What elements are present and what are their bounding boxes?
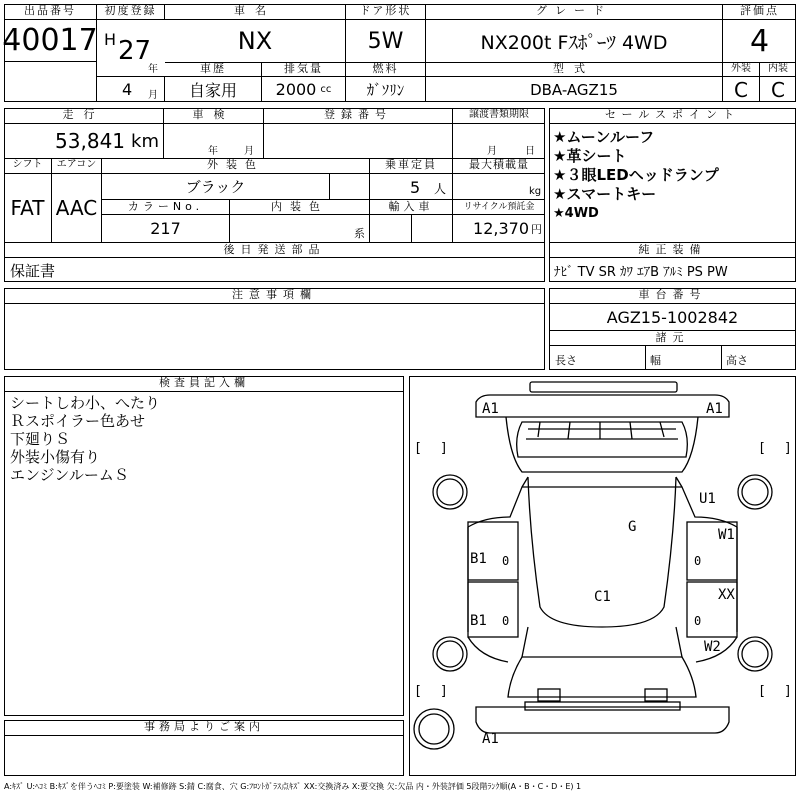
sales-point-item: ★スマートキー xyxy=(553,185,657,203)
ext-color-label: 外装色 xyxy=(102,158,370,174)
displacement: 2000 xyxy=(275,80,317,99)
shift-label: シフト xyxy=(4,158,52,174)
ac: AAC xyxy=(52,174,102,242)
svg-text:]: ] xyxy=(440,441,448,456)
inspector-note-line: 下廻りＳ xyxy=(10,430,71,448)
mark-a1-rear: A1 xyxy=(482,731,499,747)
chassis-label: 車台番号 xyxy=(549,288,796,304)
transfer-label: 譲渡書類期限 xyxy=(453,108,545,124)
notes-label: 注意事項欄 xyxy=(4,288,545,304)
capacity-label: 乗車定員 xyxy=(370,158,453,174)
capacity-unit: 人 xyxy=(434,182,447,196)
later-parts-label: 後日発送部品 xyxy=(4,242,545,258)
interior-label: 内装 xyxy=(760,62,796,77)
shift: FAT xyxy=(4,174,52,242)
color-no-label: カラーNo. xyxy=(102,200,230,215)
svg-text:[: [ xyxy=(758,441,766,456)
office-label: 事務局よりご案内 xyxy=(4,720,404,736)
int-color-label: 内装色 xyxy=(230,200,370,215)
inspector-note-line: 外装小傷有り xyxy=(10,448,101,466)
mark-w2: W2 xyxy=(704,639,721,655)
sales-point-item: ★革シート xyxy=(553,147,627,165)
sales-point-item: ★３眼LEDヘッドランプ xyxy=(553,166,719,184)
mark-g: G xyxy=(628,519,637,535)
model: DBA-AGZ15 xyxy=(426,77,723,102)
inspector-note-line: エンジンルームＳ xyxy=(10,466,129,484)
svg-text:0: 0 xyxy=(502,554,510,568)
fuel-label: 燃料 xyxy=(346,62,426,77)
later-parts: 保証書 xyxy=(10,261,56,280)
first-reg-era: H xyxy=(104,30,117,49)
load-label: 最大積載量 xyxy=(453,158,545,174)
reg-no-cell xyxy=(264,124,453,158)
transfer-month: 月 xyxy=(487,146,497,157)
import-label: 輸入車 xyxy=(370,200,453,215)
inspection-month: 月 xyxy=(244,146,254,157)
lot-no-label: 出品番号 xyxy=(4,4,97,20)
mark-a1-front-left: A1 xyxy=(482,401,499,417)
sales-point-item: ★ムーンルーフ xyxy=(553,128,655,146)
transfer-day: 日 xyxy=(525,146,535,157)
car-diagram xyxy=(409,376,796,776)
inspector-note-line: シートしわ小、へたり xyxy=(10,394,161,412)
interior-score: C xyxy=(771,77,785,102)
length-label: 長さ xyxy=(555,354,577,367)
mileage: 53,841 xyxy=(55,129,126,153)
mark-b1-upper: B1 xyxy=(470,551,487,567)
displacement-cell xyxy=(262,77,346,102)
recycle-cell xyxy=(453,215,545,242)
lot-no-blank xyxy=(4,61,97,102)
svg-text:[: [ xyxy=(414,441,422,456)
svg-text:[: [ xyxy=(414,684,422,699)
ext-color-sub xyxy=(330,174,370,200)
equipment: ﾅﾋﾞ TV SR ｶﾜ ｴｱB ｱﾙﾐ PS PW xyxy=(554,264,728,280)
exterior-score: C xyxy=(723,77,760,102)
load-unit: kg xyxy=(529,186,542,197)
import-cell-b xyxy=(412,215,453,242)
first-reg-month: 4 xyxy=(122,80,133,99)
first-reg-year-unit: 年 xyxy=(148,64,158,75)
car-name: NX xyxy=(165,20,346,62)
displacement-label: 排気量 xyxy=(262,62,346,77)
spec-label: 諸元 xyxy=(549,330,796,346)
lot-no: 40017 xyxy=(4,20,97,61)
recycle: 12,370 xyxy=(473,219,529,238)
first-reg-year: 27 xyxy=(118,36,152,66)
ext-color: ブラック xyxy=(102,174,330,200)
load-cell xyxy=(453,174,545,200)
door-label: ドア形状 xyxy=(346,4,426,20)
history-label: 車歴 xyxy=(165,62,262,77)
mark-xx: XX xyxy=(718,587,735,603)
exterior-label: 外装 xyxy=(723,62,760,77)
fuel: ｶﾞｿﾘﾝ xyxy=(346,77,426,102)
inspector-notes xyxy=(10,394,400,484)
sales-point-item: ★4WD xyxy=(553,206,599,221)
import-cell-a xyxy=(370,215,412,242)
height-label: 高さ xyxy=(726,354,748,367)
legend: A:ｷｽﾞ U:ﾍｺﾐ B:ｷｽﾞを伴うﾍｺﾐ P:要塗装 W:補修跡 S:錆 C:腐食、穴 G:ﾌﾛﾝﾄｶﾞﾗｽ点ｷｽﾞ XX:交換済み X:要交換 欠:欠品 内・外装評価 5段階ﾗﾝｸ順(A・B・C・D・E) 1 xyxy=(4,782,582,791)
reg-no-label: 登録番号 xyxy=(264,108,453,124)
svg-text:0: 0 xyxy=(694,614,702,628)
inspection-year: 年 xyxy=(208,146,218,157)
sales-points-list xyxy=(553,128,793,223)
model-label: 型式 xyxy=(426,62,723,77)
color-no: 217 xyxy=(102,215,230,242)
svg-text:]: ] xyxy=(440,684,448,699)
svg-text:0: 0 xyxy=(502,614,510,628)
svg-text:]: ] xyxy=(784,684,792,699)
length-cell xyxy=(549,346,646,370)
capacity: 5 xyxy=(410,178,421,197)
svg-text:[: [ xyxy=(758,684,766,699)
car-name-label: 車名 xyxy=(165,4,346,20)
grade: NX200t Fｽﾎﾟｰﾂ 4WD xyxy=(426,20,723,62)
first-reg-label: 初度登録 xyxy=(97,4,165,20)
mark-a1-front-right: A1 xyxy=(706,401,723,417)
inspector-label: 検査員記入欄 xyxy=(4,376,404,392)
height-cell xyxy=(722,346,796,370)
score-label: 評価点 xyxy=(723,4,796,20)
recycle-unit: 円 xyxy=(531,222,542,236)
inspection-cell xyxy=(164,124,264,158)
mark-w1: W1 xyxy=(718,527,735,543)
transfer-cell xyxy=(453,124,545,158)
grade-label: グレード xyxy=(426,4,723,20)
mark-b1-lower: B1 xyxy=(470,613,487,629)
int-color-cell xyxy=(230,215,370,242)
svg-text:]: ] xyxy=(784,441,792,456)
int-color-unit: 系 xyxy=(354,227,365,240)
first-reg-month-unit: 月 xyxy=(148,90,158,101)
svg-text:0: 0 xyxy=(694,554,702,568)
width-label: 幅 xyxy=(650,354,661,367)
inspector-note-line: Ｒスポイラー色あせ xyxy=(10,412,146,430)
capacity-cell xyxy=(370,174,453,200)
mileage-unit: km xyxy=(131,130,159,152)
history: 自家用 xyxy=(165,77,262,102)
equipment-label: 純正装備 xyxy=(549,242,796,258)
chassis-no: AGZ15-1002842 xyxy=(606,307,739,327)
width-cell xyxy=(646,346,722,370)
inspection-label: 車検 xyxy=(164,108,264,124)
mileage-cell xyxy=(4,124,164,158)
mark-u1: U1 xyxy=(699,491,716,507)
score: 4 xyxy=(749,23,770,59)
displacement-unit: cc xyxy=(320,84,332,95)
mark-c1: C1 xyxy=(594,589,611,605)
mileage-label: 走行 xyxy=(4,108,164,124)
recycle-label: リサイクル預託金 xyxy=(453,200,545,215)
sales-points-label: セールスポイント xyxy=(549,108,796,124)
ac-label: エアコン xyxy=(52,158,102,174)
car-outline-diagram xyxy=(410,377,795,775)
door: 5W xyxy=(346,20,426,62)
